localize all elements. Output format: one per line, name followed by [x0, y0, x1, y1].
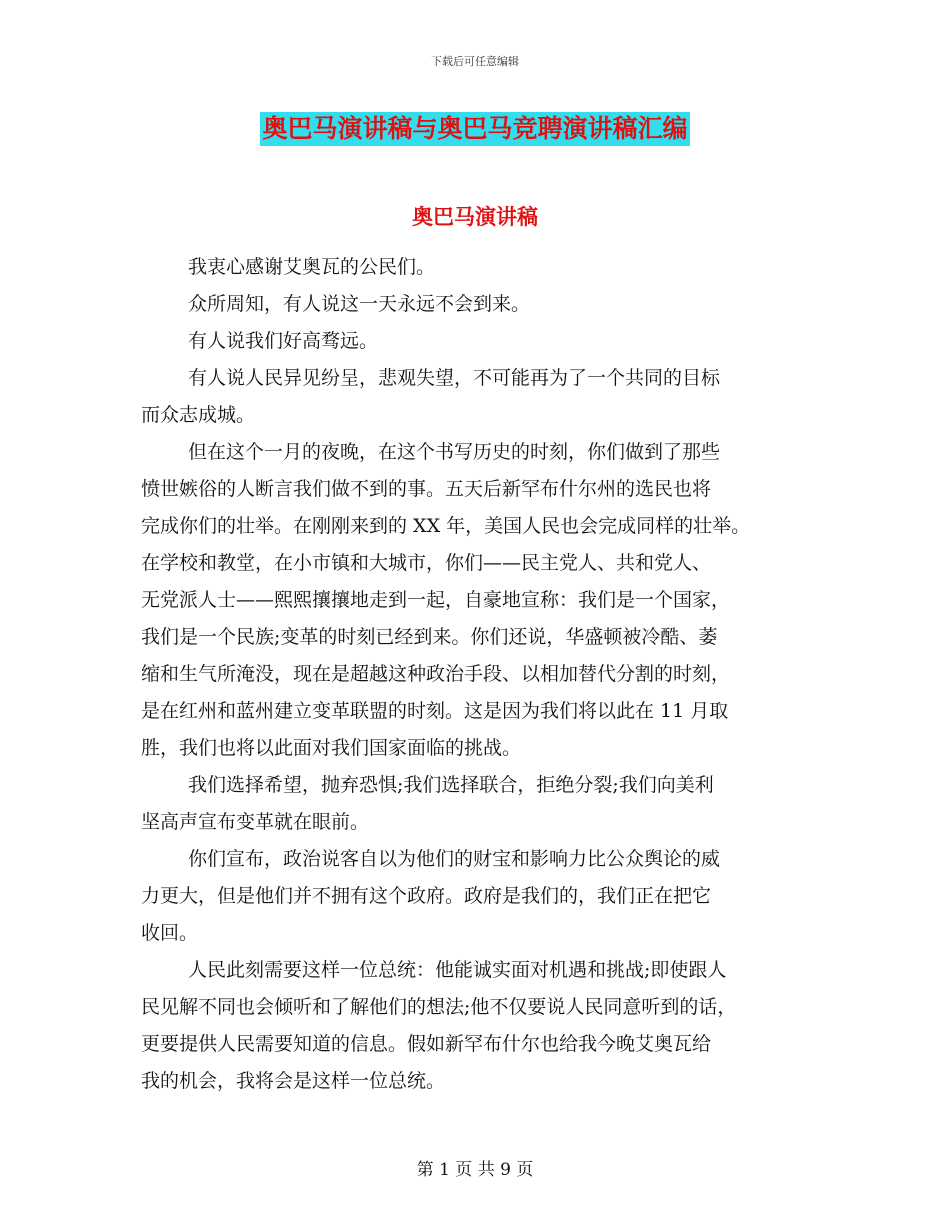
text-line: 我的机会，我将会是这样一位总统。 [141, 1070, 446, 1092]
text-line: 有人说我们好高骛远。 [188, 330, 379, 352]
page-number: 第 1 页 共 9 页 [416, 1160, 534, 1180]
text-line: 人民此刻需要这样一位总统：他能诚实面对机遇和挑战;即使跟人 [188, 959, 727, 981]
text-line: 愤世嫉俗的人断言我们做不到的事。五天后新罕布什尔州的选民也将 [141, 478, 712, 500]
text-line: 我们选择希望，抛弃恐惧;我们选择联合，拒绝分裂;我们向美利 [188, 774, 714, 796]
text-line: 有人说人民异见纷呈，悲观失望，不可能再为了一个共同的目标 [188, 367, 721, 389]
text-line: 但在这个一月的夜晚，在这个书写历史的时刻，你们做到了那些 [188, 441, 721, 463]
document-title-container [0, 112, 950, 146]
document-body [141, 249, 816, 1100]
section-title: 奥巴马演讲稿 [412, 205, 538, 229]
text-line: 无党派人士——熙熙攘攘地走到一起，自豪地宣称：我们是一个国家， [141, 589, 731, 611]
text-line: 完成你们的壮举。在刚刚来到的 XX 年，美国人民也会完成同样的壮举。 [141, 515, 751, 537]
text-line: 胜，我们也将以此面对我们国家面临的挑战。 [141, 737, 522, 759]
text-line: 而众志成城。 [141, 404, 256, 426]
text-line: 更要提供人民需要知道的信息。假如新罕布什尔也给我今晚艾奥瓦给 [141, 1033, 712, 1055]
text-line: 缩和生气所淹没，现在是超越这种政治手段、以相加替代分割的时刻， [141, 663, 731, 685]
text-line: 在学校和教堂，在小市镇和大城市，你们——民主党人、共和党人、 [141, 552, 712, 574]
text-line: 坚高声宣布变革就在眼前。 [141, 811, 370, 833]
text-line: 收回。 [141, 922, 199, 944]
text-line: 是在红州和蓝州建立变革联盟的时刻。这是因为我们将以此在 11 月取 [141, 700, 729, 722]
header-note: 下载后可任意编辑 [431, 55, 519, 68]
text-line: 你们宣布，政治说客自以为他们的财宝和影响力比公众舆论的威 [188, 848, 721, 870]
document-title: 奥巴马演讲稿与奥巴马竞聘演讲稿汇编 [260, 112, 689, 146]
text-line: 我们是一个民族;变革的时刻已经到来。你们还说，华盛顿被冷酷、萎 [141, 626, 718, 648]
text-line: 众所周知，有人说这一天永远不会到来。 [188, 293, 531, 315]
text-line: 力更大，但是他们并不拥有这个政府。政府是我们的，我们正在把它 [141, 885, 712, 907]
text-line: 民见解不同也会倾听和了解他们的想法;他不仅要说人民同意听到的话， [141, 996, 737, 1018]
text-line: 我衷心感谢艾奥瓦的公民们。 [188, 256, 436, 278]
